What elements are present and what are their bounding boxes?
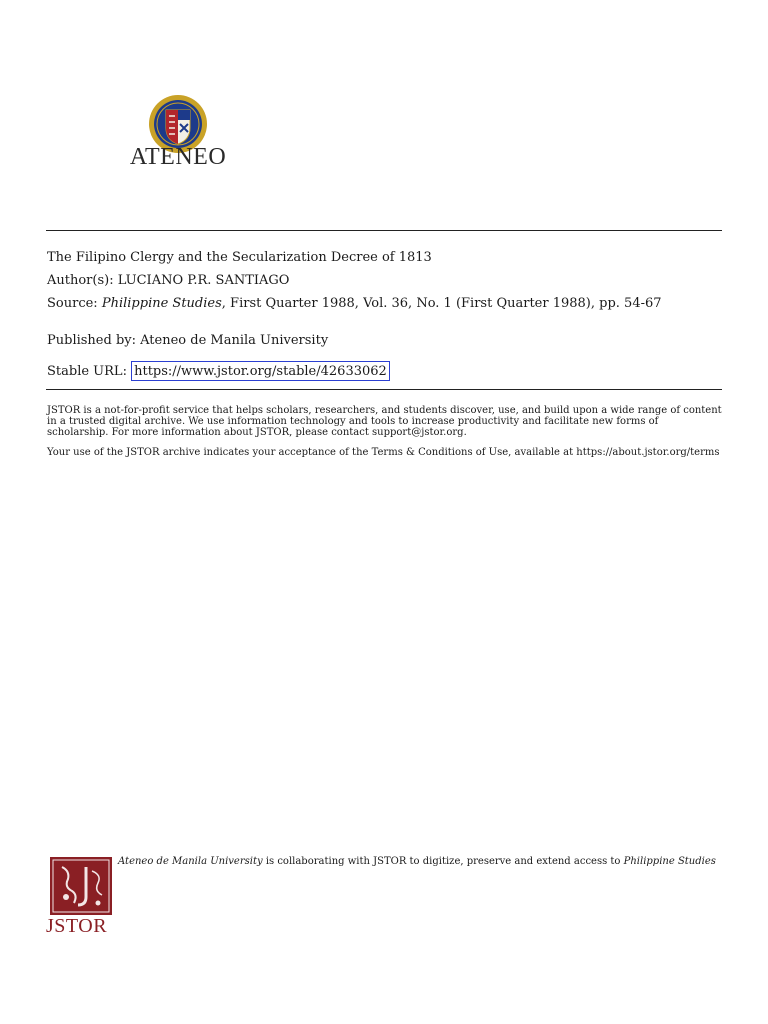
article-title: The Filipino Clergy and the Secularization Decree of 1813 bbox=[47, 250, 432, 265]
journal-title: Philippine Studies bbox=[101, 296, 222, 311]
source-row bbox=[47, 296, 717, 312]
stable-url-link[interactable]: https://www.jstor.org/stable/42633062 bbox=[131, 361, 390, 381]
publisher-label: Published by: bbox=[47, 333, 136, 348]
stable-url-label: Stable URL: bbox=[47, 364, 127, 379]
authors-row bbox=[47, 273, 717, 289]
bottom-divider bbox=[46, 389, 722, 390]
authors-label: Author(s): bbox=[47, 273, 114, 288]
ateneo-wordmark: ATENEO bbox=[129, 144, 227, 170]
top-divider bbox=[46, 230, 722, 231]
jstor-info-notice: JSTOR is a not-for-profit service that helps scholars, researchers, and students discover, use, and build upon a wide range of content in a trusted digital archive. We use information technology and tools to increase productivity and facilitate new forms of scholarship. For more information about JSTOR, please contact support@jstor.org. bbox=[47, 405, 722, 438]
collaboration-note bbox=[118, 856, 718, 867]
collaborator-name: Ateneo de Manila University bbox=[118, 856, 263, 867]
source-details: , First Quarter 1988, Vol. 36, No. 1 (First Quarter 1988), pp. 54-67 bbox=[221, 296, 662, 311]
publisher-value: Ateneo de Manila University bbox=[140, 333, 329, 348]
terms-notice: Your use of the JSTOR archive indicates your acceptance of the Terms & Conditions of Use, available at https://about.jstor.org/terms bbox=[47, 447, 720, 458]
collab-journal: Philippine Studies bbox=[623, 856, 716, 867]
authors-value: LUCIANO P.R. SANTIAGO bbox=[117, 273, 290, 288]
collab-text: is collaborating with JSTOR to digitize, preserve and extend access to bbox=[262, 856, 624, 867]
publisher-row bbox=[47, 333, 717, 349]
jstor-wordmark: JSTOR bbox=[46, 915, 108, 937]
source-label: Source: bbox=[47, 296, 98, 311]
stable-url-row bbox=[47, 361, 717, 381]
jstor-logo-icon bbox=[50, 857, 112, 915]
